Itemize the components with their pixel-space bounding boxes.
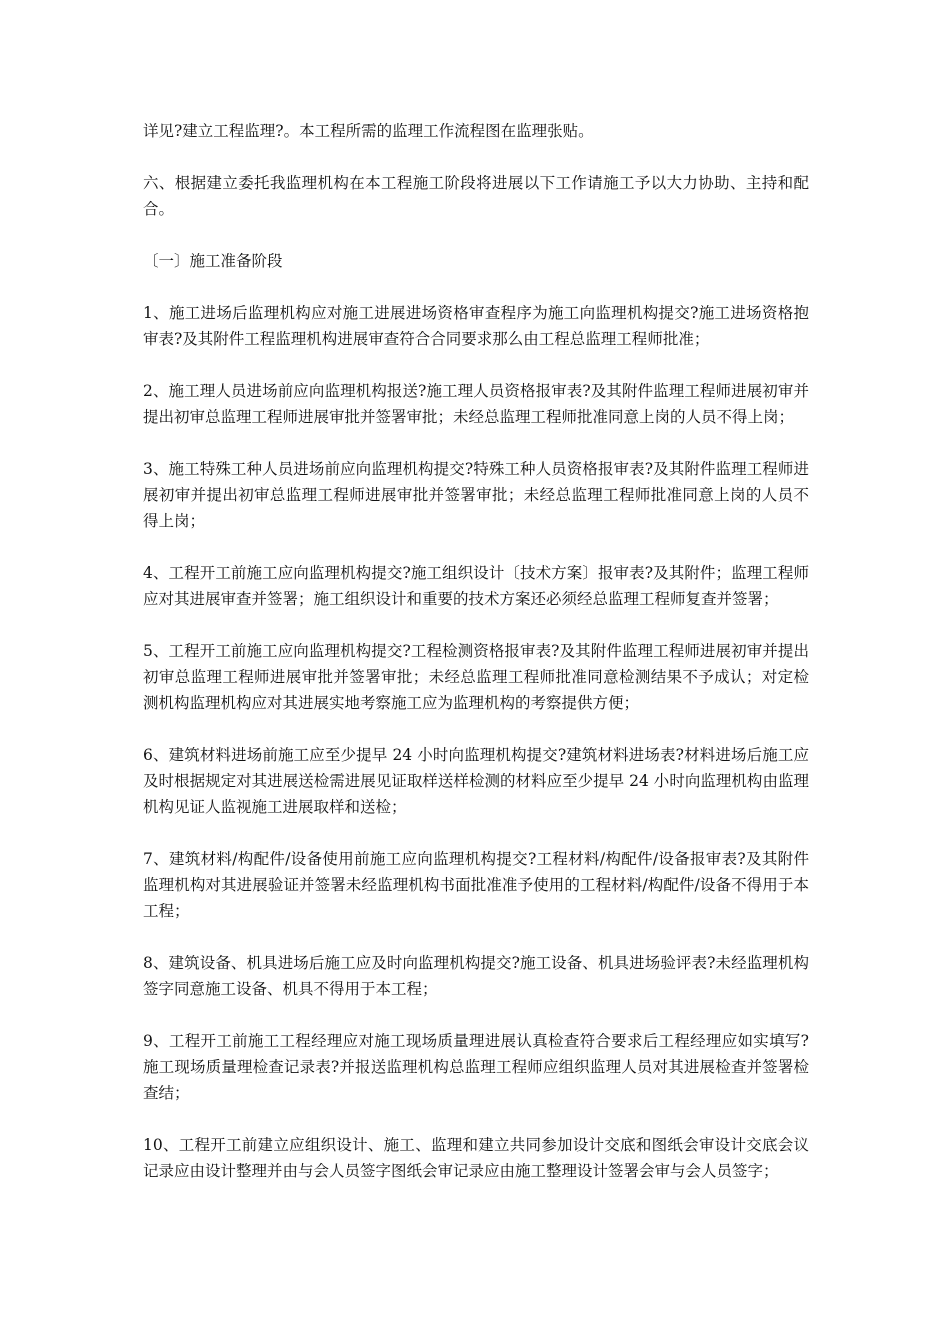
- list-item-7: 7、建筑材料/构配件/设备使用前施工应向监理机构提交?工程材料/构配件/设备报审表?及其附件监理机构对其进展验证并签署未经监理机构书面批准准予使用的工程材料/构配件/设备不得用于本工程；: [143, 850, 809, 920]
- list-item-8: 8、建筑设备、机具进场后施工应及时向监理机构提交?施工设备、机具进场验评表?未经监理机构签字同意施工设备、机具不得用于本工程；: [143, 954, 809, 998]
- list-item-6: 6、建筑材料进场前施工应至少提早 24 小时向监理机构提交?建筑材料进场表?材料进场后施工应及时根据规定对其进展送检需进展见证取样送样检测的材料应至少提早 24 小时向监理机构由监理机构见证人监视施工进展取样和送检；: [143, 746, 809, 816]
- subsection-heading: 〔一〕施工准备阶段: [143, 252, 283, 270]
- list-item-4: 4、工程开工前施工应向监理机构提交?施工组织设计〔技术方案〕报审表?及其附件；监理工程师应对其进展审查并签署；施工组织设计和重要的技术方案还必须经总监理工程师复查并签署；: [143, 564, 809, 608]
- list-item-1: 1、施工进场后监理机构应对施工进展进场资格审查程序为施工向监理机构提交?施工进场资格抱审表?及其附件工程监理机构进展审查符合合同要求那么由工程总监理工程师批准；: [143, 304, 809, 348]
- list-item-9: 9、工程开工前施工工程经理应对施工现场质量理进展认真检查符合要求后工程经理应如实填写?施工现场质量理检查记录表?并报送监理机构总监理工程师应组织监理人员对其进展检查并签署检查结；: [143, 1032, 809, 1102]
- document-body: [143, 118, 809, 1210]
- list-item-5: 5、工程开工前施工应向监理机构提交?工程检测资格报审表?及其附件监理工程师进展初审并提出初审总监理工程师进展审批并签署审批；未经总监理工程师批准同意检测结果不予成认；对定检测机构监理机构应对其进展实地考察施工应为监理机构的考察提供方便；: [143, 642, 809, 712]
- list-item-10: 10、工程开工前建立应组织设计、施工、监理和建立共同参加设计交底和图纸会审设计交底会议记录应由设计整理并由与会人员签字图纸会审记录应由施工整理设计签署会审与会人员签字；: [143, 1136, 809, 1180]
- list-item-3: 3、施工特殊工种人员进场前应向监理机构提交?特殊工种人员资格报审表?及其附件监理工程师进展初审并提出初审总监理工程师进展审批并签署审批；未经总监理工程师批准同意上岗的人员不得上岗；: [143, 460, 809, 530]
- paragraph-intro: 详见?建立工程监理?。本工程所需的监理工作流程图在监理张贴。: [143, 122, 594, 140]
- list-item-2: 2、施工理人员进场前应向监理机构报送?施工理人员资格报审表?及其附件监理工程师进展初审并提出初审总监理工程师进展审批并签署审批；未经总监理工程师批准同意上岗的人员不得上岗；: [143, 382, 809, 426]
- paragraph-section-six: 六、根据建立委托我监理机构在本工程施工阶段将进展以下工作请施工予以大力协助、主持和配合。: [143, 174, 809, 218]
